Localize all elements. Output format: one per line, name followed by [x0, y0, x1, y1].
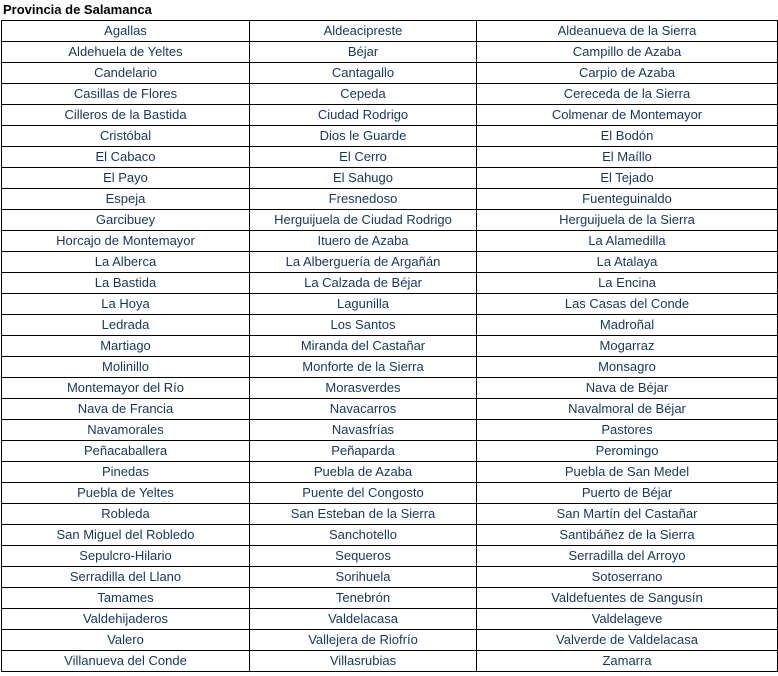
table-cell[interactable]: Navalmoral de Béjar	[477, 399, 778, 420]
table-cell[interactable]: La Bastida	[2, 273, 250, 294]
table-cell[interactable]: Colmenar de Montemayor	[477, 105, 778, 126]
table-cell[interactable]: Valdefuentes de Sangusín	[477, 588, 778, 609]
table-cell[interactable]: Fresnedoso	[250, 189, 477, 210]
table-cell[interactable]: Molinillo	[2, 357, 250, 378]
table-cell[interactable]: El Sahugo	[250, 168, 477, 189]
table-cell[interactable]: Valdehijaderos	[2, 609, 250, 630]
table-cell[interactable]: Lagunilla	[250, 294, 477, 315]
table-cell[interactable]: Vallejera de Riofrío	[250, 630, 477, 651]
table-row	[2, 84, 778, 105]
table-cell[interactable]: Las Casas del Conde	[477, 294, 778, 315]
table-cell[interactable]: Peñacaballera	[2, 441, 250, 462]
table-cell[interactable]: Ituero de Azaba	[250, 231, 477, 252]
table-row	[2, 420, 778, 441]
table-row	[2, 315, 778, 336]
table-cell[interactable]: Fuenteguinaldo	[477, 189, 778, 210]
table-title: Provincia de Salamanca	[3, 2, 152, 17]
table-row	[2, 378, 778, 399]
table-row	[2, 168, 778, 189]
table-cell[interactable]: Sequeros	[250, 546, 477, 567]
table-cell[interactable]: Villanueva del Conde	[2, 651, 250, 672]
table-cell[interactable]: Aldeacipreste	[250, 21, 477, 42]
table-cell[interactable]: Morasverdes	[250, 378, 477, 399]
table-cell[interactable]: Pinedas	[2, 462, 250, 483]
table-cell[interactable]: Peromingo	[477, 441, 778, 462]
table-cell[interactable]: Montemayor del Río	[2, 378, 250, 399]
table-cell[interactable]: La Alberca	[2, 252, 250, 273]
table-row	[2, 525, 778, 546]
table-cell[interactable]: Puebla de San Medel	[477, 462, 778, 483]
table-body	[2, 21, 778, 672]
table-row	[2, 357, 778, 378]
table-cell[interactable]: El Cerro	[250, 147, 477, 168]
table-cell[interactable]: San Esteban de la Sierra	[250, 504, 477, 525]
table-cell[interactable]: Sanchotello	[250, 525, 477, 546]
table-row	[2, 126, 778, 147]
municipality-table	[1, 20, 778, 672]
table-cell[interactable]: Valdelageve	[477, 609, 778, 630]
table-row	[2, 63, 778, 84]
table-cell[interactable]: Tenebrón	[250, 588, 477, 609]
table-cell[interactable]: El Tejado	[477, 168, 778, 189]
table-cell[interactable]: Agallas	[2, 21, 250, 42]
table-cell[interactable]: Navacarros	[250, 399, 477, 420]
table-cell[interactable]: Madroñal	[477, 315, 778, 336]
table-row	[2, 42, 778, 63]
table-cell[interactable]: Carpio de Azaba	[477, 63, 778, 84]
table-cell[interactable]: Cantagallo	[250, 63, 477, 84]
table-row	[2, 441, 778, 462]
table-cell[interactable]: Villasrubias	[250, 651, 477, 672]
table-cell[interactable]: El Bodón	[477, 126, 778, 147]
table-cell[interactable]: Puebla de Yeltes	[2, 483, 250, 504]
table-cell[interactable]: La Atalaya	[477, 252, 778, 273]
table-cell[interactable]: Horcajo de Montemayor	[2, 231, 250, 252]
table-cell[interactable]: Tamames	[2, 588, 250, 609]
table-cell[interactable]: Sepulcro-Hilario	[2, 546, 250, 567]
table-cell[interactable]: Candelario	[2, 63, 250, 84]
table-cell[interactable]: Puente del Congosto	[250, 483, 477, 504]
table-row	[2, 189, 778, 210]
table-cell[interactable]: Herguijuela de la Sierra	[477, 210, 778, 231]
table-cell[interactable]: Serradilla del Llano	[2, 567, 250, 588]
table-cell[interactable]: El Payo	[2, 168, 250, 189]
table-cell[interactable]: Monforte de la Sierra	[250, 357, 477, 378]
table-cell[interactable]: Cereceda de la Sierra	[477, 84, 778, 105]
table-cell[interactable]: Navamorales	[2, 420, 250, 441]
table-cell[interactable]: La Encina	[477, 273, 778, 294]
table-cell[interactable]: Santibáñez de la Sierra	[477, 525, 778, 546]
table-cell[interactable]: Martiago	[2, 336, 250, 357]
table-cell[interactable]: La Alamedilla	[477, 231, 778, 252]
table-cell[interactable]: Casillas de Flores	[2, 84, 250, 105]
table-row	[2, 105, 778, 126]
table-cell[interactable]: La Calzada de Béjar	[250, 273, 477, 294]
table-cell[interactable]: Valdelacasa	[250, 609, 477, 630]
table-row	[2, 462, 778, 483]
table-cell[interactable]: Garcibuey	[2, 210, 250, 231]
table-cell[interactable]: Cepeda	[250, 84, 477, 105]
table-cell[interactable]: Puebla de Azaba	[250, 462, 477, 483]
table-cell[interactable]: Mogarraz	[477, 336, 778, 357]
table-cell[interactable]: Serradilla del Arroyo	[477, 546, 778, 567]
table-cell[interactable]: La Hoya	[2, 294, 250, 315]
table-cell[interactable]: Los Santos	[250, 315, 477, 336]
table-row	[2, 336, 778, 357]
table-cell[interactable]: Valero	[2, 630, 250, 651]
table-cell[interactable]: Cristóbal	[2, 126, 250, 147]
table-cell[interactable]: El Maíllo	[477, 147, 778, 168]
table-cell[interactable]: Valverde de Valdelacasa	[477, 630, 778, 651]
table-row	[2, 210, 778, 231]
table-row	[2, 567, 778, 588]
table-cell[interactable]: Miranda del Castañar	[250, 336, 477, 357]
table-row	[2, 231, 778, 252]
table-cell[interactable]: Herguijuela de Ciudad Rodrigo	[250, 210, 477, 231]
table-row	[2, 21, 778, 42]
table-cell[interactable]: Pastores	[477, 420, 778, 441]
table-cell[interactable]: Peñaparda	[250, 441, 477, 462]
table-row	[2, 483, 778, 504]
table-row	[2, 504, 778, 525]
table-cell[interactable]: El Cabaco	[2, 147, 250, 168]
table-row	[2, 588, 778, 609]
table-cell[interactable]: San Miguel del Robledo	[2, 525, 250, 546]
table-cell[interactable]: Campillo de Azaba	[477, 42, 778, 63]
table-cell[interactable]: Ciudad Rodrigo	[250, 105, 477, 126]
table-cell[interactable]: Sotoserrano	[477, 567, 778, 588]
table-cell[interactable]: Navasfrías	[250, 420, 477, 441]
table-cell[interactable]: Béjar	[250, 42, 477, 63]
table-cell[interactable]: Monsagro	[477, 357, 778, 378]
table-cell[interactable]: Nava de Béjar	[477, 378, 778, 399]
table-cell[interactable]: Nava de Francia	[2, 399, 250, 420]
table-cell[interactable]: Zamarra	[477, 651, 778, 672]
table-row	[2, 630, 778, 651]
table-row	[2, 546, 778, 567]
table-cell[interactable]: Ledrada	[2, 315, 250, 336]
table-cell[interactable]: Aldehuela de Yeltes	[2, 42, 250, 63]
table-row	[2, 252, 778, 273]
table-cell[interactable]: Aldeanueva de la Sierra	[477, 21, 778, 42]
table-cell[interactable]: San Martín del Castañar	[477, 504, 778, 525]
table-cell[interactable]: Sorihuela	[250, 567, 477, 588]
table-cell[interactable]: Espeja	[2, 189, 250, 210]
table-cell[interactable]: Cilleros de la Bastida	[2, 105, 250, 126]
table-cell[interactable]: La Alberguería de Argañán	[250, 252, 477, 273]
table-row	[2, 651, 778, 672]
table-row	[2, 147, 778, 168]
table-row	[2, 273, 778, 294]
table-row	[2, 609, 778, 630]
table-cell[interactable]: Robleda	[2, 504, 250, 525]
table-row	[2, 294, 778, 315]
table-cell[interactable]: Dios le Guarde	[250, 126, 477, 147]
table-cell[interactable]: Puerto de Béjar	[477, 483, 778, 504]
table-row	[2, 399, 778, 420]
